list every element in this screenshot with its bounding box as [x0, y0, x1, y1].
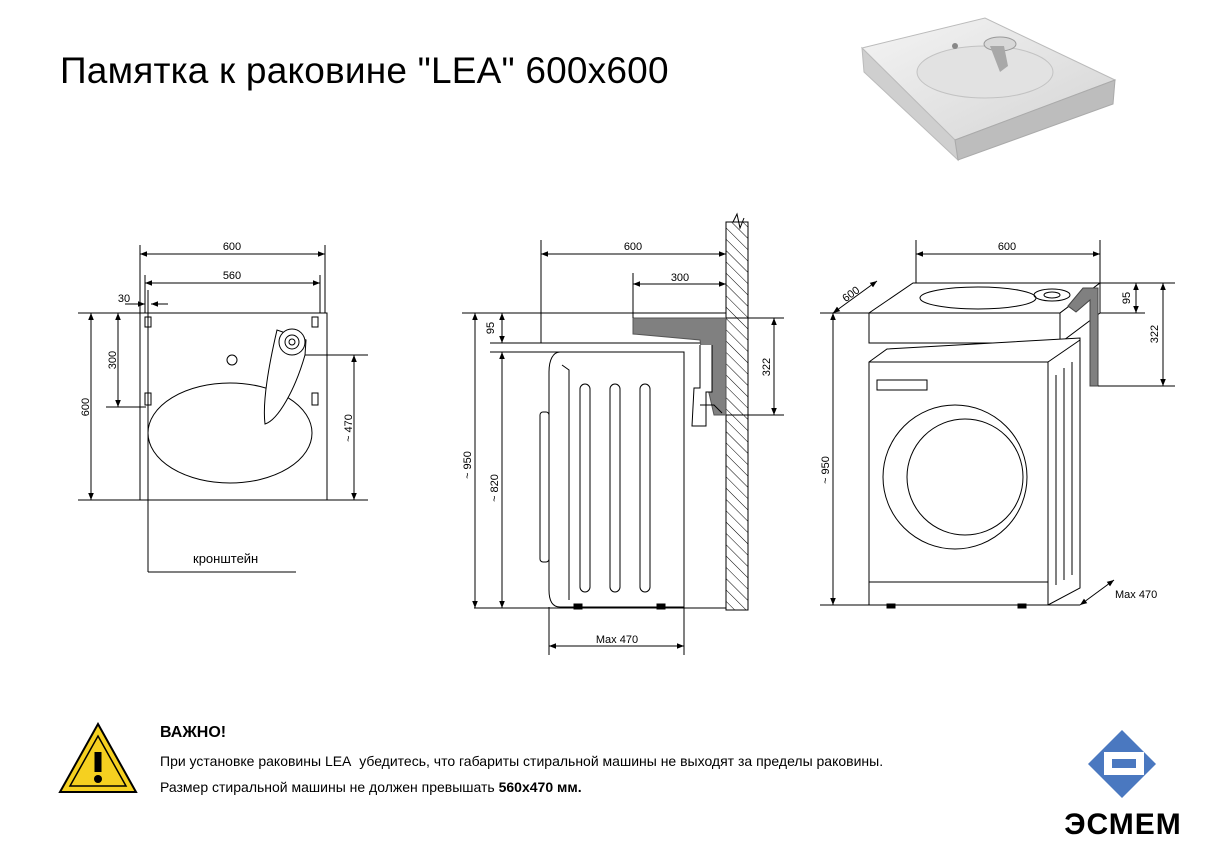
warning-line-2-a: Размер стиральной машины не должен превышать — [160, 779, 495, 795]
dim-side-height-820: ~ 820 — [489, 474, 501, 502]
dim-side-height-950: ~ 950 — [462, 451, 474, 479]
wall — [726, 222, 748, 610]
dim-top-height-600: 600 — [80, 397, 92, 417]
dim-front-bracket-322: 322 — [1149, 324, 1161, 344]
dim-side-bracket-300: 300 — [670, 272, 690, 284]
warning-line-2 — [160, 774, 883, 800]
warning-line-1-a: При установке раковины LEA — [160, 753, 352, 769]
dim-side-thickness-95: 95 — [485, 321, 497, 335]
sink-photo — [862, 18, 1115, 160]
dim-top-width-560: 560 — [222, 270, 242, 282]
siphon — [692, 345, 712, 426]
dim-front-height-950: ~ 950 — [820, 456, 832, 484]
dim-front-thickness-95: 95 — [1121, 291, 1133, 305]
bracket-label: кронштейн — [193, 551, 259, 566]
warning-heading: ВАЖНО! — [160, 724, 227, 741]
dim-top-depth-470: ~ 470 — [343, 414, 355, 442]
warning-triangle-icon — [58, 722, 138, 794]
esmem-logo-icon — [1052, 728, 1194, 840]
dim-front-width-600: 600 — [997, 241, 1017, 253]
dim-side-depth-470: Max 470 — [595, 634, 639, 646]
warning-block — [160, 722, 883, 800]
sink-front-face — [869, 313, 1060, 343]
dim-top-offset-30: 30 — [117, 293, 131, 305]
dim-side-bracket-322: 322 — [761, 357, 773, 377]
dim-front-depth-600: 600 — [840, 284, 863, 305]
warning-size-limit: 560x470 мм. — [498, 779, 582, 795]
side-view — [462, 214, 784, 655]
dim-top-bracket-300: 300 — [107, 350, 119, 370]
warning-line-1-b: убедитесь, что габариты стиральной машины не выходят за пределы раковины. — [359, 753, 884, 769]
brand-name: ЭСМЕМ — [1064, 808, 1182, 840]
overflow-hole — [227, 355, 237, 365]
page-title: Памятка к раковине "LEA" 600x600 — [60, 50, 669, 91]
dim-side-width-600: 600 — [623, 241, 643, 253]
dim-front-depth-470: Max 470 — [1115, 589, 1158, 601]
dim-top-width-600: 600 — [222, 241, 242, 253]
warning-line-1 — [160, 748, 883, 774]
